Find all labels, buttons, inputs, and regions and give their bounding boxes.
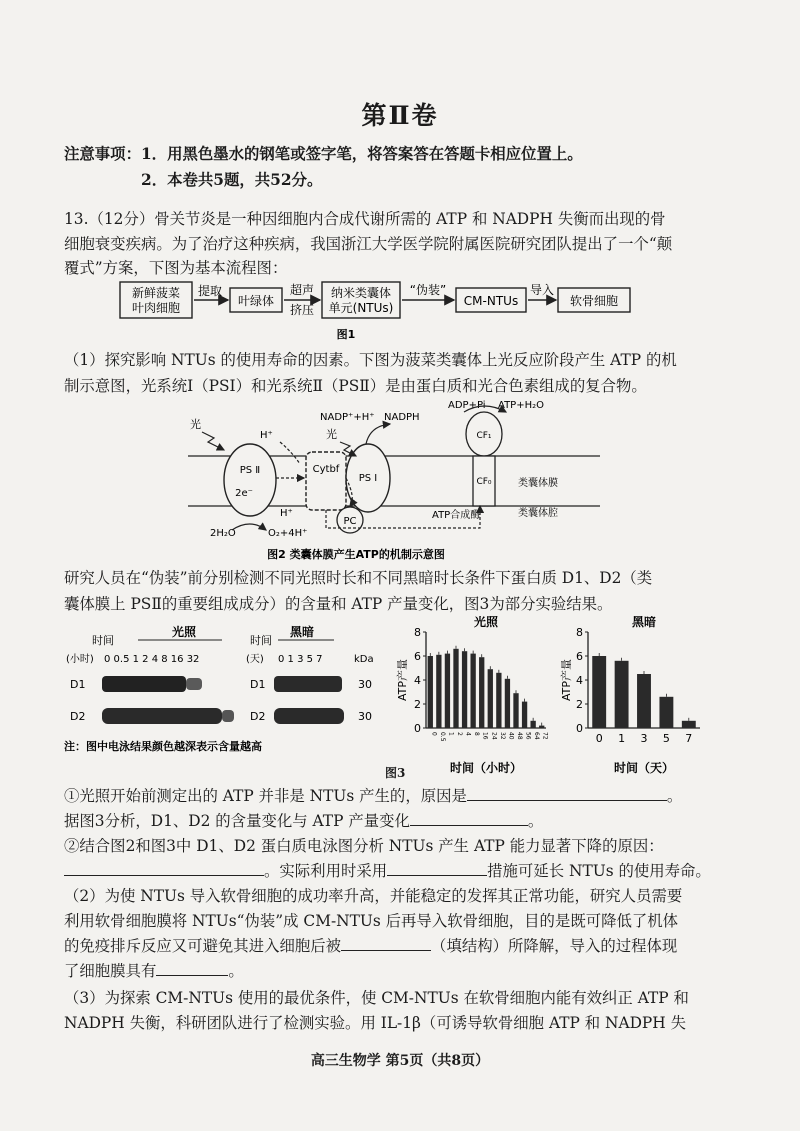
- notice-line-1: [64, 144, 583, 164]
- atp-synthase-label: ATP合成酶: [432, 510, 481, 521]
- kda-30-d2: 30: [358, 710, 372, 723]
- page-footer: 高三生物学 第5页（共8页）: [310, 1053, 490, 1069]
- water-label: 2H₂O: [210, 528, 236, 539]
- part2-line-3: [64, 936, 677, 956]
- dark-chart-xtick-label: 7: [685, 732, 693, 745]
- flow-box-4: CM-NTUs: [463, 294, 519, 308]
- dark-chart-bar: [682, 721, 696, 728]
- light-chart-bar: [445, 654, 450, 728]
- light-chart-xtick-label: 56: [524, 732, 532, 740]
- part1-line-2: 制示意图，光系统Ⅰ（PSⅠ）和光系统Ⅱ（PSⅡ）是由蛋白质和光合色素组成的复合物。: [64, 377, 647, 395]
- light-chart-xlabel: 时间（小时）: [449, 761, 523, 775]
- light-chart-bar: [453, 649, 458, 728]
- lumen-label: 类囊体腔: [518, 508, 558, 519]
- light-2-label: 光: [326, 428, 337, 441]
- light-d2-label: D2: [70, 710, 86, 723]
- flow-arrow-2-label-2: 挤压: [289, 303, 315, 317]
- light-chart-ylabel: ATP产量: [396, 658, 409, 702]
- flow-box-3-line-1: 纳米类囊体: [330, 286, 392, 300]
- q-sub1-line-b: [64, 811, 543, 831]
- blot-dark-title: 黑暗: [290, 625, 315, 639]
- adp-label: ADP+Pi: [448, 400, 486, 411]
- dark-d2-label: D2: [250, 710, 266, 723]
- notice-item-2: 2．本卷共5题，共52分。: [141, 171, 323, 189]
- psii-complex: [224, 444, 276, 516]
- light-d2-band: [102, 708, 222, 724]
- dark-chart-ytick-label: 0: [576, 722, 583, 735]
- notice-label: 注意事项：: [64, 145, 141, 163]
- dark-chart-xtick-label: 0: [595, 732, 603, 745]
- light-chart-ytick-label: 4: [414, 674, 421, 687]
- h-plus-arrow-1: [280, 442, 300, 464]
- atp-dark-chart: [560, 616, 710, 776]
- dark-chart-ytick-label: 2: [576, 698, 583, 711]
- flow-box-1-line-1: 新鲜菠菜: [131, 286, 181, 300]
- cf0-label: CF₀: [476, 477, 492, 487]
- psi-label: PS Ⅰ: [358, 473, 378, 484]
- dark-chart-ytick-label: 4: [576, 674, 583, 687]
- dark-d1-label: D1: [250, 678, 266, 691]
- light-chart-ytick-label: 0: [414, 722, 421, 735]
- h-plus-bottom-label: H⁺: [280, 508, 293, 519]
- part2-line-4b: 。: [228, 962, 244, 980]
- dark-chart-ytick-label: 6: [576, 650, 583, 663]
- flow-arrow-3-label: “伪装”: [409, 283, 447, 297]
- para2-line-2: 囊体膜上 PSⅡ的重要组成成分）的含量和 ATP 产量变化，图3为部分实验结果。: [64, 595, 613, 613]
- cf1-label: CF₁: [476, 431, 492, 441]
- answer-blank-1[interactable]: [467, 786, 667, 801]
- q13-line-2: 细胞衰变疾病。为了治疗这种疾病，我国浙江大学医学院附属医院研究团队提出了一个“颠: [64, 235, 673, 253]
- flow-box-3-line-2: 单元(NTUs): [328, 301, 394, 315]
- q-sub1-b-text: 据图3分析，D1、D2 的含量变化与 ATP 产量变化: [64, 812, 410, 830]
- part1-line-1: （1）探究影响 NTUs 的使用寿命的因素。下图为菠菜类囊体上光反应阶段产生 ATP 的机: [64, 351, 677, 369]
- light-chart-bar: [522, 702, 527, 728]
- light-chart-xtick-label: 48: [516, 732, 523, 740]
- light-chart-xtick-label: 32: [498, 732, 506, 740]
- light-d1-band: [102, 676, 186, 692]
- answer-blank-4[interactable]: [387, 861, 487, 876]
- fig1-caption: 图1: [336, 328, 356, 341]
- answer-blank-3[interactable]: [64, 861, 264, 876]
- light-chart-xtick-label: 8: [473, 732, 481, 736]
- answer-blank-5[interactable]: [341, 936, 431, 951]
- light-chart-bar: [436, 655, 441, 728]
- dark-chart-ytick-label: 8: [576, 626, 583, 639]
- flow-box-2: 叶绿体: [237, 294, 275, 308]
- dark-chart-bar: [615, 661, 629, 728]
- two-electrons-label: 2e⁻: [235, 488, 253, 499]
- light-chart-xtick-label: 4: [464, 732, 472, 736]
- light-chart-xtick-label: 64: [533, 732, 541, 740]
- flow-box-5: 软骨细胞: [569, 294, 619, 308]
- thylakoid-mechanism-figure: [180, 398, 620, 564]
- part2-line-3b: （填结构）所降解，导入的过程体现: [431, 937, 678, 955]
- light-chart-bar: [479, 657, 484, 728]
- q-sub1-d-end2: 措施可延长 NTUs 的使用寿命。: [487, 862, 711, 880]
- light-chart-xtick-label: 2: [456, 732, 463, 736]
- notice-item-1: 1．用黑色墨水的钢笔或签字笔，将答案答在答题卡相应位置上。: [140, 145, 583, 163]
- part2-line-4a: 了细胞膜具有: [64, 962, 157, 980]
- electrophoresis-figure: [62, 622, 392, 762]
- hour-unit-label: (小时): [66, 654, 94, 665]
- light-chart-xtick-label: 24: [490, 732, 498, 740]
- q-sub1-a-text: ①光照开始前测定出的 ATP 并非是 NTUs 产生的，原因是: [64, 787, 467, 805]
- pc-label: PC: [343, 516, 357, 527]
- flow-arrow-4-label: 导入: [529, 283, 555, 297]
- atp-light-chart: [396, 616, 554, 776]
- psii-label: PS Ⅱ: [239, 465, 261, 476]
- q-sub1-line-d: [64, 861, 711, 881]
- flowchart-figure: [110, 280, 650, 344]
- water-split-arrow: [232, 524, 266, 530]
- dark-chart-title: 黑暗: [631, 616, 657, 629]
- part3-line-2: NADPH 失衡，科研团队进行了检测实验。用 IL-1β（可诱导软骨细胞 ATP 和 NADPH 失: [64, 1014, 686, 1032]
- part2-line-4: [64, 961, 244, 981]
- dark-d1-band: [274, 676, 342, 692]
- para2-line-1: 研究人员在“伪装”前分别检测不同光照时长和不同黑暗时长条件下蛋白质 D1、D2（类: [64, 569, 653, 587]
- membrane-label: 类囊体膜: [518, 478, 558, 489]
- h-plus-top-label: H⁺: [260, 430, 273, 441]
- q-sub1-d-end1: 。实际利用时采用: [264, 862, 388, 880]
- light-time-label: 时间: [92, 634, 114, 647]
- light-chart-bar: [513, 693, 518, 728]
- light-d2-band-fade: [222, 710, 234, 722]
- kda-30-d1: 30: [358, 678, 372, 691]
- flow-arrow-1-label: 提取: [197, 284, 223, 298]
- q-sub1-b-end: 。: [527, 812, 544, 830]
- dark-d2-band: [274, 708, 344, 724]
- dark-chart-xtick-label: 5: [662, 732, 670, 745]
- q13-line-3: 覆式”方案，下图为基本流程图：: [64, 259, 288, 277]
- light-chart-ytick-label: 6: [414, 650, 421, 663]
- oxygen-label: O₂+4H⁺: [268, 528, 308, 539]
- light-chart-xtick-label: 0: [430, 732, 438, 736]
- light-chart-bar: [530, 721, 535, 728]
- nadph-arrow: [366, 424, 390, 444]
- light-chart-bar: [462, 651, 467, 728]
- light-chart-xtick-label: 16: [481, 732, 489, 740]
- blot-note: 注：图中电泳结果颜色越深表示含量越高: [64, 740, 262, 753]
- dark-chart-bar: [659, 697, 673, 728]
- fig3-caption: 图3: [385, 766, 406, 780]
- light-d1-band-fade: [186, 678, 202, 690]
- part2-line-1: （2）为使 NTUs 导入软骨细胞的成功率升高，并能稳定的发挥其正常功能，研究人员需要: [64, 887, 683, 905]
- nadph-label: NADPH: [384, 412, 420, 423]
- light-chart-bar: [488, 669, 493, 728]
- light-chart-ytick-label: 8: [414, 626, 421, 639]
- atp-label: ATP+H₂O: [498, 400, 544, 411]
- q-sub1-a-end: 。: [666, 787, 683, 805]
- nadp-label: NADP⁺+H⁺: [320, 412, 375, 423]
- dark-time-label: 时间: [250, 634, 272, 647]
- light-chart-bar: [428, 656, 433, 728]
- part2-line-3a: 的免疫排斥反应又可避免其进入细胞后被: [64, 937, 342, 955]
- light-chart-title: 光照: [473, 616, 499, 629]
- dark-chart-bar: [592, 656, 606, 728]
- dark-chart-xtick-label: 1: [618, 732, 626, 745]
- dark-chart-bar: [637, 674, 651, 728]
- cytbf-label: Cytbf: [312, 464, 340, 475]
- dark-chart-ylabel: ATP产量: [560, 658, 573, 702]
- light-chart-xtick-label: 72: [541, 732, 549, 740]
- dark-chart-xtick-label: 3: [640, 732, 648, 745]
- q-sub1-line-a: [64, 786, 682, 806]
- fig2-caption: 图2 类囊体膜产生ATP的机制示意图: [267, 548, 445, 561]
- blot-light-title: 光照: [172, 625, 197, 639]
- flow-arrow-2-label-1: 超声: [289, 283, 315, 297]
- part3-line-1: （3）为探索 CM-NTUs 使用的最优条件，使 CM-NTUs 在软骨细胞内能有效纠正 ATP 和: [64, 989, 689, 1007]
- part2-line-2: 利用软骨细胞膜将 NTUs“伪装”成 CM-NTUs 后再导入软骨细胞，目的是既可降低了机体: [64, 912, 679, 930]
- light-chart-bar: [496, 673, 501, 728]
- answer-blank-2[interactable]: [410, 811, 528, 826]
- light-1-label: 光: [190, 418, 201, 431]
- section-title: 第Ⅱ卷: [361, 101, 439, 130]
- light-chart-bar: [539, 726, 544, 728]
- kda-label: kDa: [354, 654, 374, 665]
- dark-chart-xlabel: 时间（天）: [613, 761, 675, 775]
- q13-line-1: 13.（12分）骨关节炎是一种因细胞内合成代谢所需的 ATP 和 NADPH 失衡而出现的骨: [64, 210, 666, 228]
- day-unit-label: (天): [246, 654, 264, 665]
- flow-box-1-line-2: 叶肉细胞: [131, 301, 181, 315]
- light-chart-ytick-label: 2: [414, 698, 421, 711]
- q-sub1-line-c: ②结合图2和图3中 D1、D2 蛋白质电泳图分析 NTUs 产生 ATP 能力显著下降的原因：: [64, 837, 664, 855]
- dark-tick-labels: 0 1 3 5 7: [278, 654, 323, 665]
- answer-blank-6[interactable]: [156, 961, 228, 976]
- light-tick-labels: 0 0.5 1 2 4 8 16 32: [104, 654, 200, 665]
- cytbf-complex: [306, 452, 346, 510]
- light-chart-xtick-label: 1: [447, 732, 455, 736]
- light-chart-bar: [505, 679, 510, 728]
- light-d1-label: D1: [70, 678, 86, 691]
- light-chart-bar: [470, 654, 475, 728]
- light-chart-xtick-label: 0.5: [438, 732, 446, 742]
- light-1-arrow: [202, 432, 224, 450]
- light-chart-xtick-label: 40: [507, 732, 515, 740]
